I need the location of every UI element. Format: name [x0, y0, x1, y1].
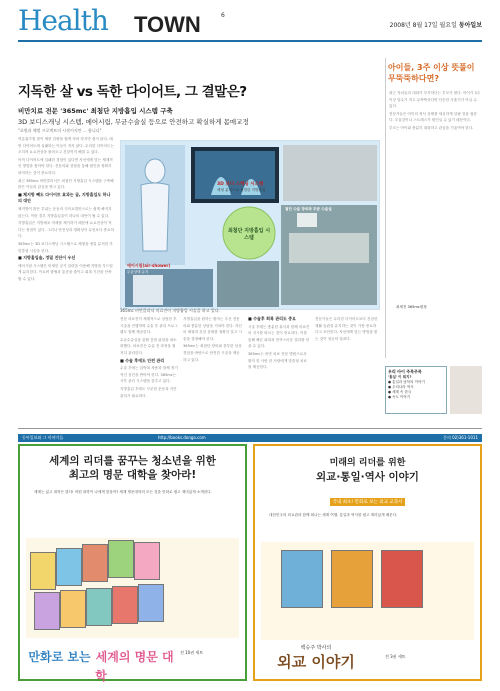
article-headline: 지독한 살 vs 독한 다이어트, 그 결말은?: [18, 84, 247, 100]
hero-caption: 365mc 비만클리닉 의료진이 지방흡입 시술을 하고 있다.: [120, 308, 220, 313]
hero-label-air: 에어시림(air-shower): [127, 263, 171, 268]
sidebar-body: [389, 90, 481, 300]
paragraph: 365mc는 최첨단 장비와 풍부한 임상 경험을 바탕으로 안전한 시술을 제공하고 있다.: [183, 344, 242, 362]
paragraph: 무균수술실을 갖춰 감염 위험을 최소화했다. 의료진은 수술 전 과정을 철저히 관리한다.: [120, 337, 177, 355]
paragraph: 아직 다이어트에 실패한 경험이 있다면 자신에게 맞는 체계적인 방법을 찾아야 한다. 전문의와 상담을 통해 원인을 정확히 파악하는 것이 중요하다.: [18, 157, 113, 175]
paragraph: 최근 365mc 비만클리닉은 최첨단 지방흡입 시스템을 구축해 많은 이들의 관심을 받고 있다.: [18, 178, 114, 190]
paragraph: 수술 후에는 압박복 착용과 함께 정기적인 검진을 받아야 한다. 365mc는 사후 관리 시스템을 갖추고 있다.: [120, 366, 178, 384]
paragraph: 지방흡입을 원하는 환자는 우선 전문의와 충분한 상담을 거쳐야 한다. 자신의 체형과 건강 상태를 정확히 알고 시술을 결정해야 한다.: [183, 317, 242, 341]
section-heading: ■ 체지방 빼도 다이어트 효과는 글, 지방흡입도 하나의 대안: [18, 191, 111, 204]
section-logo-town: TOWN: [134, 12, 201, 37]
news-box-item: ● 독도 이야기: [388, 395, 411, 399]
hero-label-system: 최첨단 지방흡입 시스템: [227, 228, 271, 241]
paragraph: 전문가들은 무리한 다이어트보다 건강한 생활 습관을 유지하는 것이 가장 중요하다고 조언한다. 자신에게 맞는 방법을 찾는 것이 성공의 열쇠다.: [315, 317, 378, 341]
paragraph: 여름휴가철 많이 체중 감량을 쉽게 하려 하지만 쉽지 않다. 매번 다이어트에 실패하는 이들이 적지 않다. 무리한 다이어트는 오히려 요요현상을 불러오고 건강까지 해칠 수 있다.: [18, 137, 114, 155]
section-divider: [18, 428, 482, 429]
paper-name: 동아일보: [458, 22, 482, 29]
paragraph: 지방흡입 후에도 꾸준한 운동과 식단 관리가 필요하다.: [120, 386, 177, 398]
section-logo-health: Health: [18, 4, 108, 37]
article-column-4: [248, 316, 310, 426]
news-box-item: ● 통일과 남북의 이야기: [388, 380, 425, 384]
ad2-book-display: [261, 542, 474, 640]
news-box-sub: '통일' 이 뭐지?: [388, 375, 412, 379]
news-box-photo: [450, 366, 482, 414]
paragraph: 전문가들은 아이의 정서 상태를 세심하게 살필 것을 권한다. 우울감이나 스트레스가 원인일 수 있기 때문이다.: [389, 111, 477, 123]
advertisement-diplomacy-story[interactable]: [253, 444, 482, 681]
issue-date: 2008년 8월 17일 월요일 동아일보: [389, 22, 482, 29]
hero-illustration: [121, 141, 379, 309]
advertisement-world-universities[interactable]: [18, 444, 247, 681]
paragraph: 부모는 아이와 충분히 대화하고 관심을 기울여야 한다.: [389, 125, 474, 130]
masthead-rule: [18, 40, 482, 42]
ad2-title-1: 미래의 리더를 위한: [329, 458, 406, 468]
ad2-copy: 대한민국의 외교관과 함께 떠나는 세계 여행. 통일과 역사를 쉽고 재미있게 배운다.: [269, 513, 398, 517]
ad1-book-display: [26, 538, 239, 638]
news-box: [385, 366, 447, 414]
article-subhead-2: 3D 보디스캐닝 시스템, 에어시림, 무균수술실 등으로 안전하고 확실하게 몸매교정: [18, 118, 249, 126]
sidebar-author: 최세진 365mc원장: [396, 305, 427, 309]
ad-header-bar: [18, 434, 482, 442]
ad1-info: 전 10권 세트: [180, 650, 204, 655]
news-box-item: ● 우리나라 역사: [388, 385, 414, 389]
paragraph: 시술 후에는 충분한 휴식과 함께 의료진의 지시를 따르는 것이 중요하다. 이를 통해 빠른 회복과 만족스러운 결과를 얻을 수 있다.: [248, 324, 310, 349]
hero-label-air-sub: 무균상태 유지: [127, 270, 149, 274]
article-byline: "초원과 체벌 프로젝트의 시작이지만 ... 합니다": [18, 128, 102, 133]
news-box-title: 우리 아이 주목주목: [388, 369, 422, 374]
paragraph: 에어시림 시스템은 미세한 공기 압력을 이용해 지방을 부드럽게 분리한다. 이로써 출혈과 통증을 줄이고 회복 기간을 단축할 수 있다.: [18, 263, 113, 281]
ad1-title-1: 세계의 리더를 꿈꾸는 청소년을 위한: [49, 455, 216, 467]
article-subhead: 비만치료 전문 '365mc' 최첨단 지방흡입 시스템 구축: [18, 107, 173, 115]
article-column-3: [183, 316, 243, 426]
ad2-badge: 국내 최초! 만화로 보는 외교 교과서: [330, 498, 406, 506]
hero-label-op: 첨단 수술 장비와 무균 수술실: [285, 207, 332, 211]
ad2-info: 전 3권 세트: [385, 654, 406, 659]
section-heading: ■ 지방흡입술, 정밀 진단이 우선: [18, 255, 76, 261]
ad1-title-2: 최고의 명문 대학을 찾아라!: [68, 469, 197, 481]
ad1-copy: 세계는 넓고 대학은 많다! 어떤 대학이 나에게 맞을까? 세계 명문대학의 모든 것을 만화로 쉽고 재미있게 소개한다.: [34, 490, 212, 494]
ad2-title-2: 외교·통일·역사 이야기: [316, 471, 419, 483]
article-column-5: [315, 316, 378, 426]
paragraph: 365mc는 3D 보디스캐닝 시스템으로 체형을 정밀 분석한 후 맞춤형 시술을 한다.: [18, 241, 113, 253]
ad-header-contact: 문의 02)361-1011: [443, 435, 478, 440]
masthead: [18, 4, 482, 38]
hero-label-scan: 3D 보디 스캐닝 시스템: [217, 182, 264, 187]
article-column-1: [18, 136, 114, 426]
ad-header-left: 동아일보와 그 이야기들: [22, 435, 64, 440]
paragraph: 365mc는 비만 치료 전문 병원으로서 환자 한 사람 한 사람에게 맞춤형 치료를 제공한다.: [248, 351, 307, 370]
section-heading: ■ 수술후 회복 관리도 중요: [248, 316, 296, 321]
hero-image: [120, 140, 380, 310]
article-column-2: [120, 316, 178, 426]
hero-label-scan-sub: 체형 분석으로 정밀한 지방흡입: [217, 188, 266, 192]
ad1-footer: 만화로 보는 세계의 명문 대학: [28, 650, 174, 683]
ad-header-url[interactable]: http://books.donga.com: [158, 435, 206, 440]
section-heading: ■ 수술 후에도 안전 관리: [120, 357, 165, 363]
paragraph: 지방흡입은 지방세포 자체를 제거하기 때문에 요요현상이 적다는 장점이 있다. 그러나 안전성과 정확성이 무엇보다 중요하다.: [18, 221, 114, 239]
paragraph: 체지방이 많은 부위는 운동과 식이요법만으로는 쉽게 빠지지 않는다. 이런 경우 지방흡입술이 하나의 대안이 될 수 있다.: [18, 206, 112, 218]
news-box-item: ● 세계 속 한국: [388, 390, 412, 394]
page-number: 6: [221, 12, 225, 19]
paragraph: 최근 자녀들과 대화가 부족하다는 부모가 많다. 아이가 3주 이상 말수가 적고 무뚝뚝하다면 단순한 사춘기가 아닐 수 있다.: [389, 91, 481, 109]
sidebar-title: 아이들, 3주 이상 뜻풀이 무뚝뚝하다면?: [388, 63, 475, 83]
ad2-footer: 백승주 박사의 외교 이야기: [277, 645, 355, 671]
paragraph: 전문 의료진이 체계적으로 상담한 후 시술을 진행하며 수술 후 관리 프로그램도 함께 제공한다.: [120, 317, 178, 335]
